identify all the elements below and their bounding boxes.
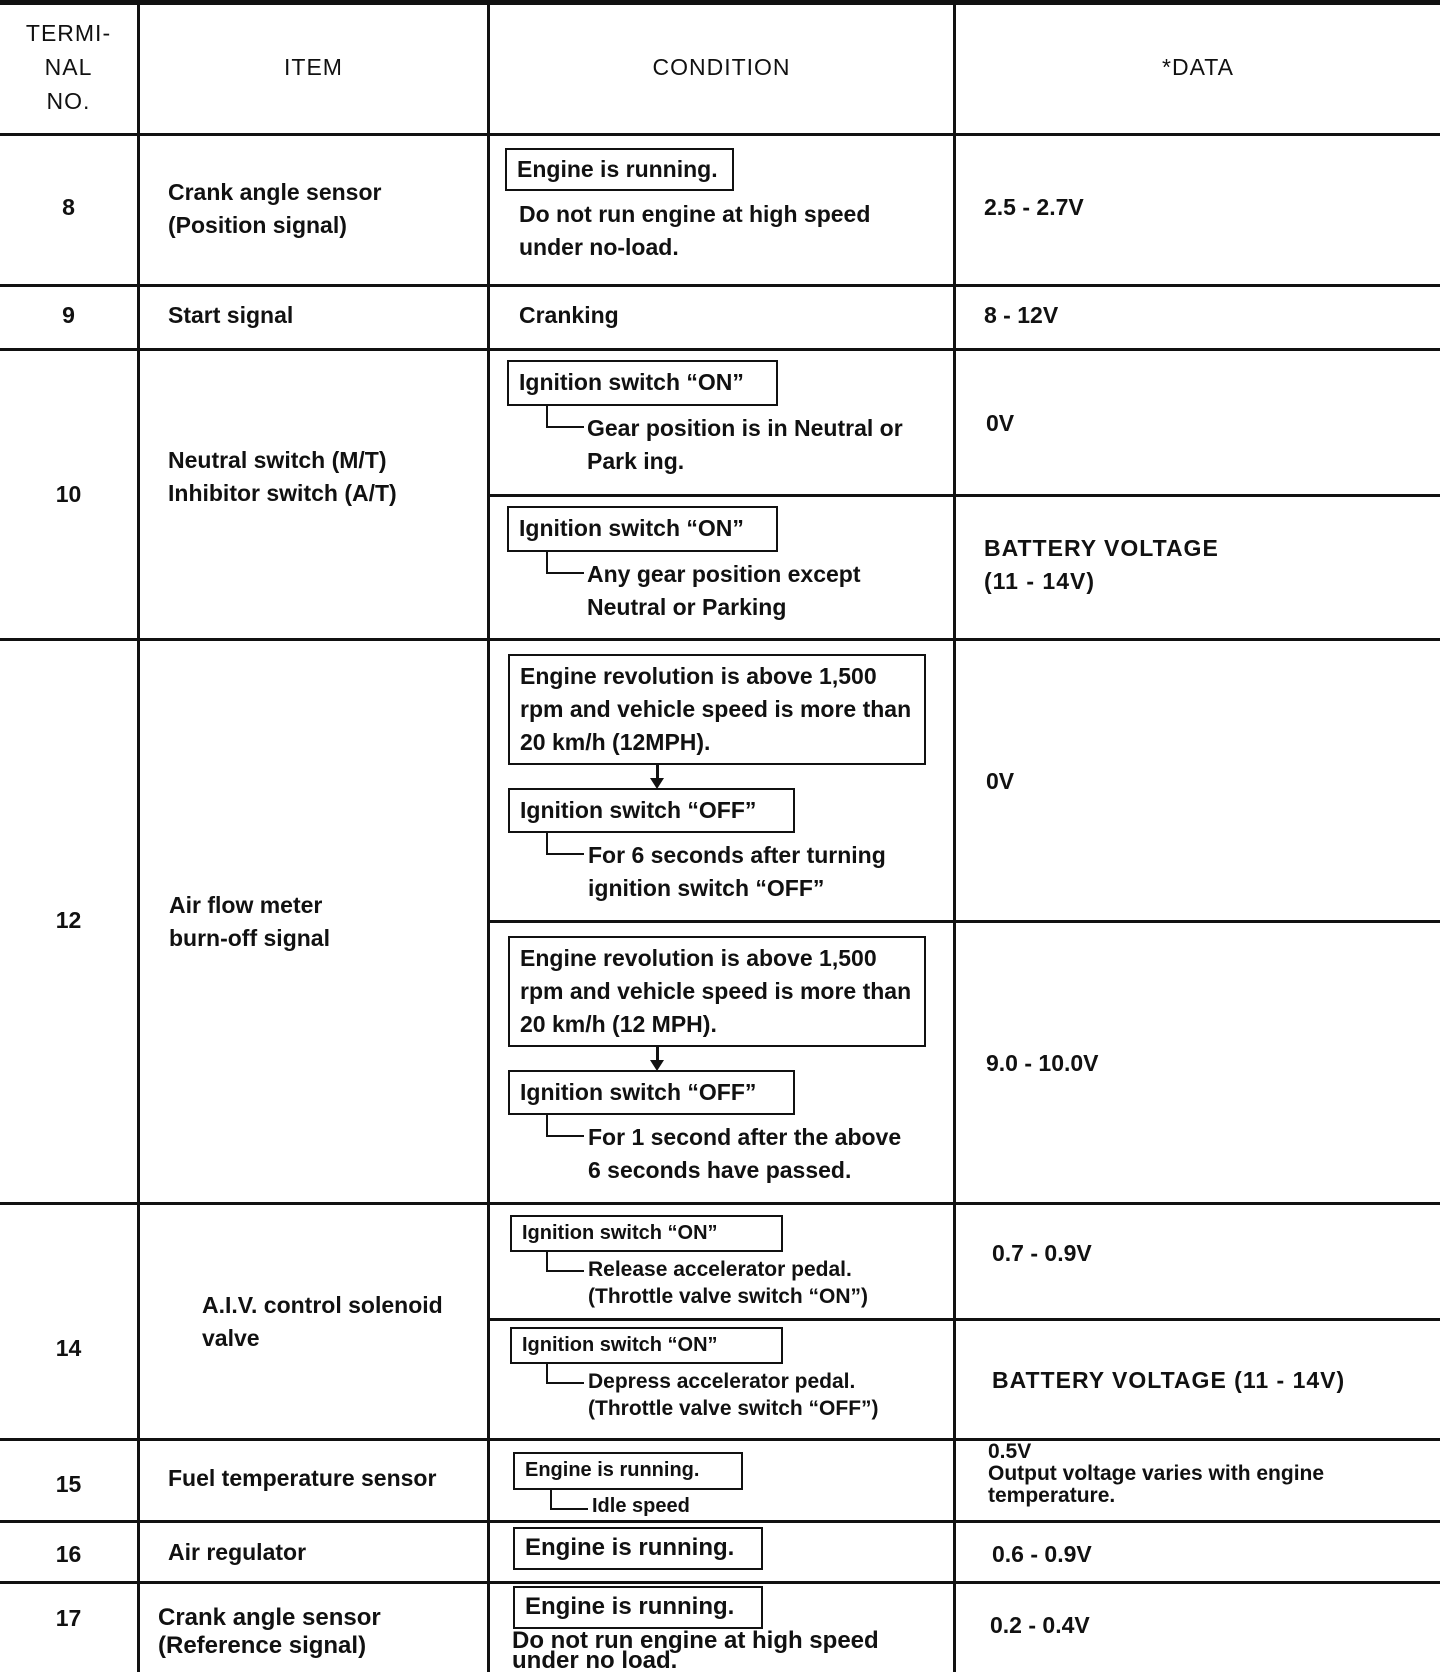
row15-connector [550,1490,588,1510]
row8-condition-box: Engine is running. [505,148,734,191]
row17-data: 0.2 - 0.4V [990,1612,1090,1638]
row17-condition-note: Do not run engine at high speed under no load. [512,1627,879,1674]
rule-header [0,133,1440,136]
rule-row12 [0,1202,1440,1205]
header-item: ITEM [284,54,343,80]
row15-item: Fuel temperature sensor [168,1465,437,1491]
row12a-condition-box: Engine revolution is above 1,500 rpm and vehicle speed is more than 20 km/h (12MPH). [508,654,926,765]
row15-condition-sub: Idle speed [592,1495,690,1517]
row12-item: Air flow meter burn-off signal [169,892,330,951]
row9-condition: Cranking [519,302,619,328]
row12b-data: 9.0 - 10.0V [986,1050,1099,1076]
row10a-condition-box: Ignition switch “ON” [507,360,778,406]
row14b-connector [546,1364,584,1384]
row14b-condition-box: Ignition switch “ON” [510,1327,783,1364]
rule-top [0,0,1440,5]
row8-item: Crank angle sensor (Position signal) [168,179,382,238]
rule-row12-split [490,920,1440,923]
row16-condition-box: Engine is running. [513,1527,763,1570]
row15-terminal: 15 [55,1471,82,1497]
row14a-data: 0.7 - 0.9V [992,1240,1092,1266]
row14-terminal: 14 [55,1335,82,1361]
rule-row10-split [490,494,1440,497]
row14b-data: BATTERY VOLTAGE (11 - 14V) [992,1367,1346,1393]
row17-terminal: 17 [55,1605,82,1631]
row10b-condition-sub: Any gear position except Neutral or Parking [587,561,861,620]
row17-condition-box: Engine is running. [513,1586,763,1629]
row14b-condition-sub: Depress accelerator pedal. (Throttle valve switch “OFF”) [588,1370,879,1420]
rule-row16 [0,1581,1440,1584]
row15-condition-box: Engine is running. [513,1452,743,1490]
header-data: *DATA [1162,54,1234,80]
rule-row14-split [490,1318,1440,1321]
row14a-condition-box: Ignition switch “ON” [510,1215,783,1252]
row10b-connector [546,552,584,574]
row9-item: Start signal [168,302,294,328]
row12a-connector [546,833,584,855]
row12a-condition-sub: For 6 seconds after turning ignition switch “OFF” [588,842,886,901]
row14a-condition-sub: Release accelerator pedal. (Throttle valve switch “ON”) [588,1258,869,1308]
header-terminal-no: TERMI- NAL NO. [25,20,112,114]
rule-col1 [137,0,140,1672]
row10a-connector [546,406,584,428]
row12a-down-arrow [656,765,659,779]
row12b-connector [546,1115,584,1137]
row12a-ignition-box: Ignition switch “OFF” [508,788,795,833]
row17-item: Crank angle sensor (Reference signal) [158,1604,381,1659]
row12b-condition-box: Engine revolution is above 1,500 rpm and vehicle speed is more than 20 km/h (12 MPH). [508,936,926,1047]
rule-row15 [0,1520,1440,1523]
row8-terminal: 8 [62,194,75,220]
row10a-data: 0V [986,410,1015,436]
rule-col3 [953,0,956,1672]
row12-terminal: 12 [55,907,82,933]
rule-row9 [0,348,1440,351]
row14a-connector [546,1252,584,1272]
row12a-data: 0V [986,768,1015,794]
row10b-condition-box: Ignition switch “ON” [507,506,778,552]
rule-row8 [0,284,1440,287]
row10a-condition-sub: Gear position is in Neutral or Park ing. [587,415,903,474]
row10-terminal: 10 [55,481,82,507]
row15-data: 0.5V Output voltage varies with engine temperature. [988,1440,1325,1507]
header-condition: CONDITION [652,54,791,80]
row9-terminal: 9 [62,302,75,328]
row9-data: 8 - 12V [984,302,1059,328]
row12b-condition-sub: For 1 second after the above 6 seconds have passed. [588,1124,902,1183]
row16-item: Air regulator [168,1539,307,1565]
row12b-ignition-box: Ignition switch “OFF” [508,1070,795,1115]
rule-row10 [0,638,1440,641]
row8-condition-note: Do not run engine at high speed under no-load. [519,201,871,260]
row10b-data: BATTERY VOLTAGE (11 - 14V) [984,535,1219,594]
row16-data: 0.6 - 0.9V [992,1541,1092,1567]
row14-item: A.I.V. control solenoid valve [202,1292,443,1351]
rule-col2 [487,0,490,1672]
row10-item: Neutral switch (M/T) Inhibitor switch (A/T) [168,447,397,506]
row8-data: 2.5 - 2.7V [984,194,1084,220]
row16-terminal: 16 [55,1541,82,1567]
row12b-down-arrow [656,1047,659,1061]
